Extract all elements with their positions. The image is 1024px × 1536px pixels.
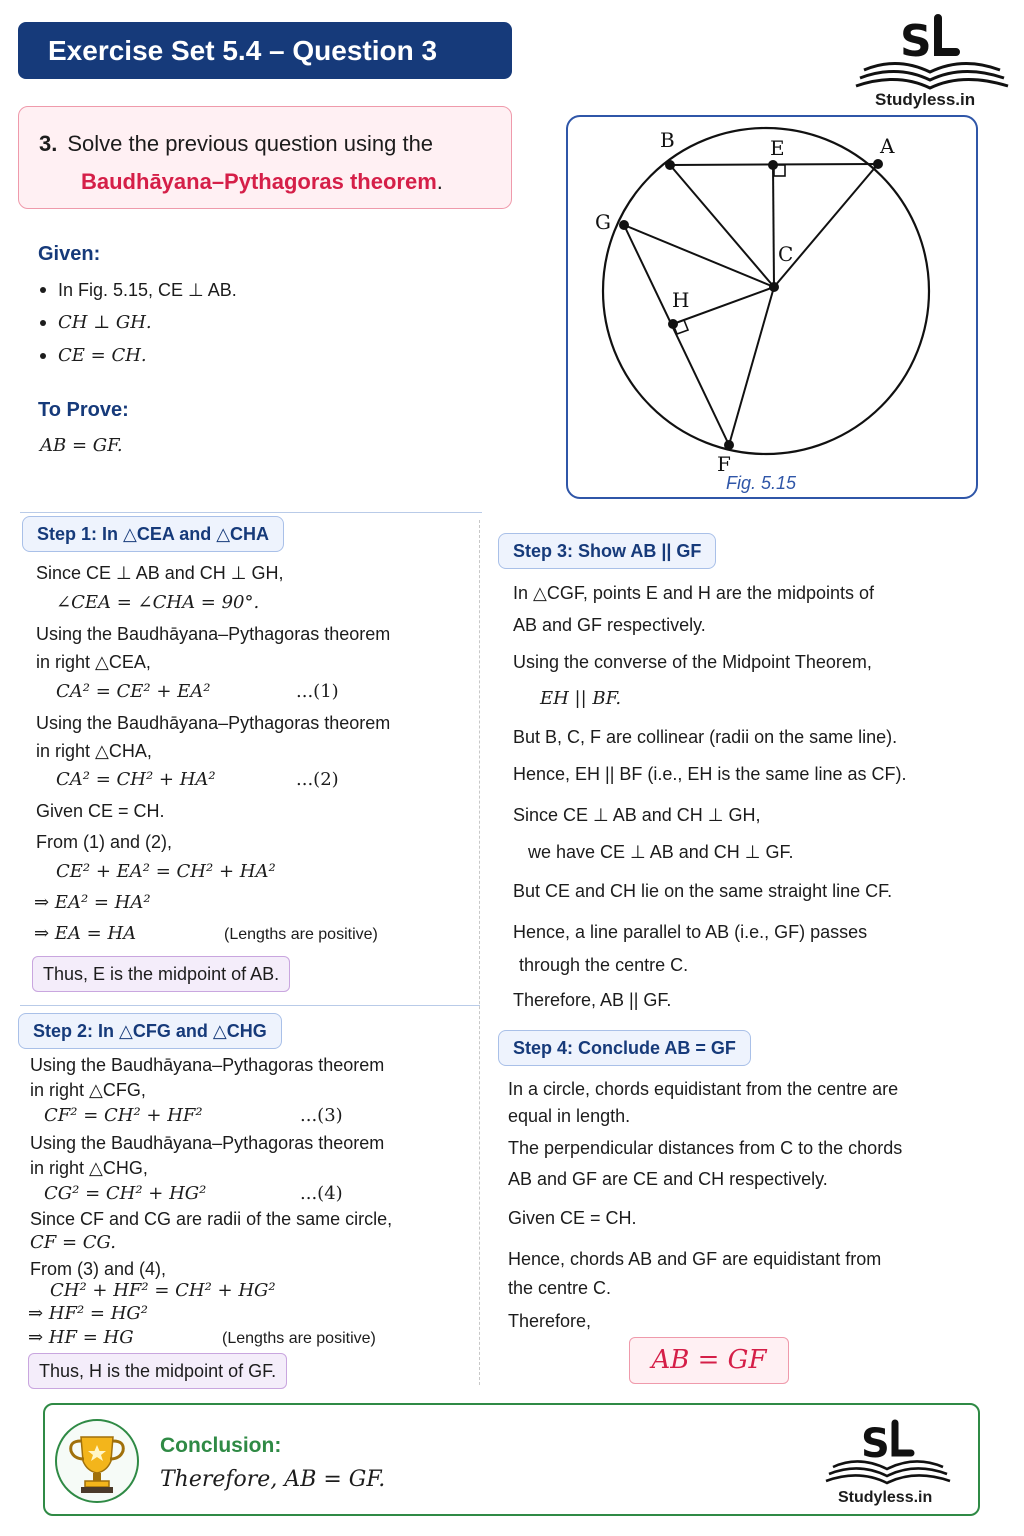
given-heading: Given: bbox=[38, 243, 101, 265]
step3-line: Therefore, AB || GF. bbox=[513, 990, 672, 1010]
step1-equation: CE² + EA² = CH² + HA² bbox=[56, 861, 276, 882]
point-label-f: F bbox=[717, 452, 731, 476]
studyless-logo bbox=[852, 12, 1012, 112]
step2-line: Using the Baudhāyana–Pythagoras theorem bbox=[30, 1055, 385, 1075]
conclusion-text: Therefore, AB = GF. bbox=[160, 1467, 386, 1492]
conclusion-heading: Conclusion: bbox=[160, 1434, 282, 1457]
step3-label: Step 3: Show AB || GF bbox=[498, 533, 716, 569]
question-box bbox=[18, 106, 512, 209]
logo-site-name: Studyless.in bbox=[875, 90, 976, 109]
step2-thus: Thus, H is the midpoint of GF. bbox=[28, 1353, 287, 1389]
figure-caption: Fig. 5.15 bbox=[726, 473, 797, 493]
question-period: . bbox=[436, 169, 443, 194]
step4-line: the centre C. bbox=[508, 1278, 612, 1298]
given-item: In Fig. 5.15, CE ⊥ AB. bbox=[38, 278, 237, 311]
step1-eq-ref: ...(2) bbox=[296, 769, 339, 790]
step1-thus: Thus, E is the midpoint of AB. bbox=[32, 956, 290, 992]
step3-line: But B, C, F are collinear (radii on the same line). bbox=[513, 727, 898, 747]
step3-line: Hence, a line parallel to AB (i.e., GF) passes bbox=[513, 922, 868, 942]
divider bbox=[20, 1005, 480, 1006]
point-label-e: E bbox=[770, 136, 785, 160]
figure-box bbox=[566, 115, 978, 499]
step3-line: we have CE ⊥ AB and CH ⊥ GF. bbox=[528, 842, 794, 862]
conclusion-box bbox=[43, 1403, 980, 1516]
step2-equation: ⇒ HF² = HG² bbox=[28, 1303, 149, 1324]
given-item: CH ⊥ GH. bbox=[38, 311, 237, 344]
point-label-a: A bbox=[880, 134, 895, 158]
step1-equation: CA² = CE² + EA² bbox=[56, 681, 211, 702]
svg-text:S: S bbox=[900, 16, 932, 67]
step1-equation: ⇒ EA = HA bbox=[34, 923, 137, 944]
step3-line: Using the converse of the Midpoint Theorem, bbox=[513, 652, 872, 672]
point-label-c: C bbox=[778, 242, 794, 266]
step1-line: From (1) and (2), bbox=[36, 832, 173, 852]
step3-line: But CE and CH lie on the same straight line CF. bbox=[513, 881, 893, 901]
step4-line: equal in length. bbox=[508, 1106, 631, 1126]
question-highlight: Baudhāyana–Pythagoras theorem bbox=[81, 169, 437, 194]
page-title: Exercise Set 5.4 – Question 3 bbox=[18, 22, 512, 79]
step4-line: Given CE = CH. bbox=[508, 1208, 637, 1228]
step3-line: through the centre C. bbox=[519, 955, 689, 975]
step2-equation: CF = CG. bbox=[30, 1232, 117, 1253]
point-label-b: B bbox=[660, 128, 675, 152]
step1-line: ∠CEA = ∠CHA = 90°. bbox=[56, 592, 260, 613]
footer-logo-name: Studyless.in bbox=[838, 1489, 933, 1506]
divider bbox=[20, 512, 482, 513]
step2-line: From (3) and (4), bbox=[30, 1259, 167, 1279]
given-item: CE = CH. bbox=[38, 344, 237, 377]
column-divider bbox=[479, 520, 480, 1385]
step4-line: Hence, chords AB and GF are equidistant from bbox=[508, 1249, 882, 1269]
step3-line: AB and GF respectively. bbox=[513, 615, 706, 635]
step4-line: In a circle, chords equidistant from the centre are bbox=[508, 1079, 899, 1099]
step1-line: in right △CEA, bbox=[36, 652, 151, 672]
step2-line: in right △CHG, bbox=[30, 1158, 148, 1178]
step1-line: Using the Baudhāyana–Pythagoras theorem bbox=[36, 624, 391, 644]
step1-line: in right △CHA, bbox=[36, 741, 152, 761]
step2-equation: ⇒ HF = HG bbox=[28, 1327, 134, 1348]
step2-note: (Lengths are positive) bbox=[222, 1330, 376, 1347]
step2-equation: CH² + HF² = CH² + HG² bbox=[50, 1280, 276, 1301]
footer-logo bbox=[823, 1417, 953, 1512]
trophy-icon bbox=[55, 1419, 139, 1503]
given-list bbox=[38, 278, 237, 377]
step1-line: Using the Baudhāyana–Pythagoras theorem bbox=[36, 713, 391, 733]
step1-line: Since CE ⊥ AB and CH ⊥ GH, bbox=[36, 563, 284, 583]
book-logo-icon bbox=[823, 1417, 953, 1487]
step4-label: Step 4: Conclude AB = GF bbox=[498, 1030, 751, 1066]
step4-line: Therefore, bbox=[508, 1311, 592, 1331]
step1-eq-ref: ...(1) bbox=[296, 681, 339, 702]
step2-line: in right △CFG, bbox=[30, 1080, 146, 1100]
step3-line: Hence, EH || BF (i.e., EH is the same line as CF). bbox=[513, 764, 907, 784]
step1-equation: ⇒ EA² = HA² bbox=[34, 892, 151, 913]
final-answer-box: AB = GF bbox=[629, 1337, 789, 1384]
book-logo-icon bbox=[852, 12, 1012, 92]
point-label-g: G bbox=[595, 210, 611, 234]
step2-line: Since CF and CG are radii of the same circle, bbox=[30, 1209, 393, 1229]
step1-line: Given CE = CH. bbox=[36, 801, 165, 821]
question-text: Solve the previous question using the bbox=[67, 131, 434, 156]
step1-note: (Lengths are positive) bbox=[224, 926, 378, 943]
point-label-h: H bbox=[672, 288, 690, 312]
step4-line: AB and GF are CE and CH respectively. bbox=[508, 1169, 828, 1189]
step2-equation: CF² = CH² + HF² bbox=[44, 1105, 203, 1126]
step1-label: Step 1: In △CEA and △CHA bbox=[22, 516, 284, 552]
circle-diagram bbox=[568, 117, 976, 497]
step4-line: The perpendicular distances from C to the chords bbox=[508, 1138, 903, 1158]
to-prove-heading: To Prove: bbox=[38, 399, 129, 421]
step2-eq-ref: ...(3) bbox=[300, 1105, 343, 1126]
step2-eq-ref: ...(4) bbox=[300, 1183, 343, 1204]
question-number: 3. bbox=[39, 131, 58, 156]
step2-equation: CG² = CH² + HG² bbox=[44, 1183, 207, 1204]
to-prove-statement: AB = GF. bbox=[40, 435, 123, 456]
step2-line: Using the Baudhāyana–Pythagoras theorem bbox=[30, 1133, 385, 1153]
step3-line: In △CGF, points E and H are the midpoints of bbox=[513, 583, 875, 603]
step3-line: Since CE ⊥ AB and CH ⊥ GH, bbox=[513, 805, 761, 825]
step3-equation: EH || BF. bbox=[540, 688, 622, 709]
step1-equation: CA² = CH² + HA² bbox=[56, 769, 216, 790]
step2-label: Step 2: In △CFG and △CHG bbox=[18, 1013, 282, 1049]
svg-text:S: S bbox=[861, 1421, 890, 1467]
